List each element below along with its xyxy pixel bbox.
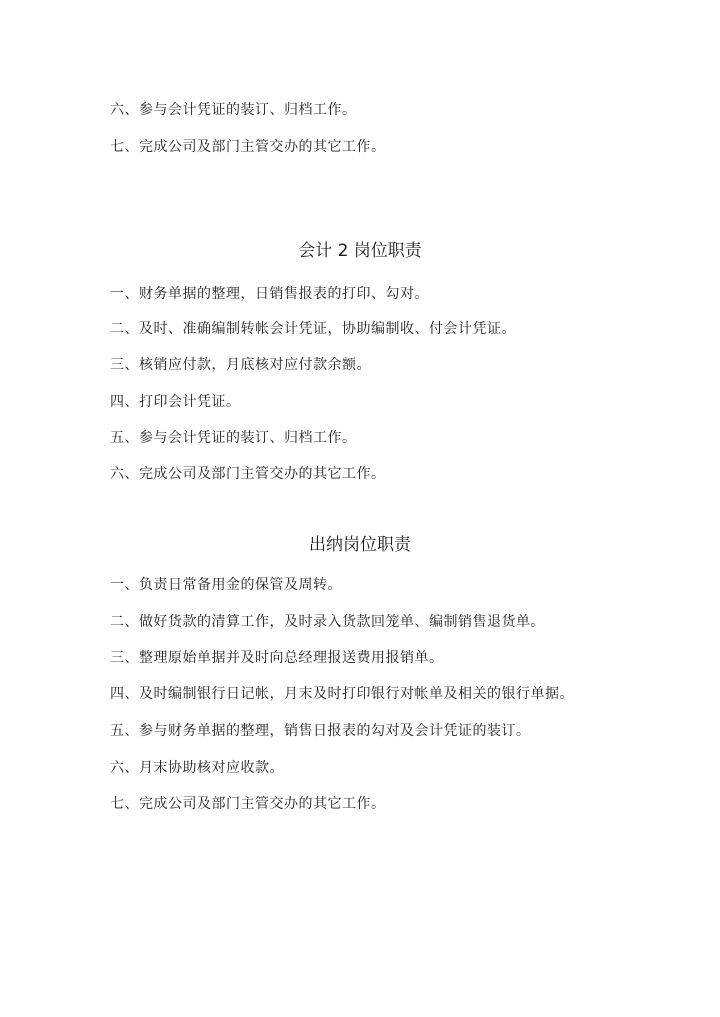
duty-item: 一、财务单据的整理，日销售报表的打印、勾对。 xyxy=(110,286,429,302)
duty-item: 六、月末协助核对应收款。 xyxy=(110,760,284,776)
duty-item: 四、打印会计凭证。 xyxy=(110,394,241,410)
duty-item: 七、完成公司及部门主管交办的其它工作。 xyxy=(110,796,386,812)
duty-item: 五、参与财务单据的整理，销售日报表的勾对及会计凭证的装订。 xyxy=(110,723,531,739)
section-title-accountant2: 会计 2 岗位职责 xyxy=(298,241,422,261)
duty-item: 二、及时、准确编制转帐会计凭证，协助编制收、付会计凭证。 xyxy=(110,321,516,337)
duty-item: 七、完成公司及部门主管交办的其它工作。 xyxy=(110,139,386,155)
duty-item: 六、完成公司及部门主管交办的其它工作。 xyxy=(110,466,386,482)
duty-item: 四、及时编制银行日记帐，月末及时打印银行对帐单及相关的银行单据。 xyxy=(110,686,574,702)
duty-item: 三、整理原始单据并及时向总经理报送费用报销单。 xyxy=(110,650,444,666)
duty-item: 一、负责日常备用金的保管及周转。 xyxy=(110,577,342,593)
section-title-cashier: 出纳岗位职责 xyxy=(309,535,411,555)
duty-item: 三、核销应付款，月底核对应付款余额。 xyxy=(110,357,371,373)
duty-item: 五、参与会计凭证的装订、归档工作。 xyxy=(110,430,357,446)
duty-item: 六、参与会计凭证的装订、归档工作。 xyxy=(110,102,357,118)
duty-item: 二、做好货款的清算工作，及时录入货款回笼单、编制销售退货单。 xyxy=(110,614,545,630)
